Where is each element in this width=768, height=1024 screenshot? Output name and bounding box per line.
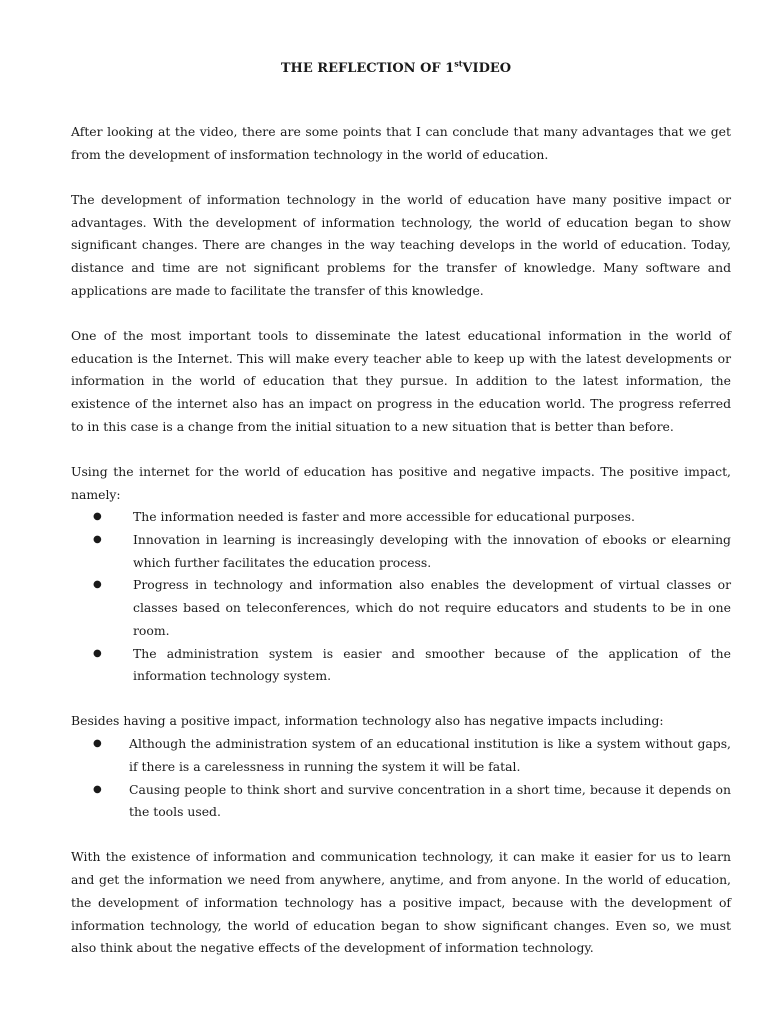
bullet-icon: ●: [93, 534, 102, 546]
list-item: [71, 529, 731, 574]
list-item: [71, 779, 731, 824]
bullet-icon: ●: [93, 511, 102, 523]
title-superscript: st: [454, 58, 463, 69]
paragraph-internet: One of the most important tools to disseminate the latest educational information in the world of education is the Internet. This will make every teacher able to keep up with the latest developments or information in the world of education that they pursue. In addition to the latest information, the existence of the internet also has an impact on progress in the education world. The progress referred to in this case is a change from the initial situation to a new situation that is better than before.: [71, 327, 731, 434]
document-title: [0, 58, 768, 80]
bullet-icon: ●: [93, 738, 102, 750]
negative-impact-list: [71, 733, 731, 824]
list-item-text: Progress in technology and information also enables the development of virtual classes or classes based on teleconferences, which do not require educators and students to be in one room.: [133, 577, 731, 638]
paragraph-intro: After looking at the video, there are some points that I can conclude that many advantages that we get from the development of insformation technology in the world of education.: [71, 124, 731, 162]
paragraph-development: The development of information technology in the world of education have many positive impact or advantages. With the development of information technology, the world of education began to show significant changes. There are changes in the way teaching develops in the world of education. Today, distance and time are not significant problems for the transfer of knowledge. Many software and applications are made to facilitate the transfer of this knowledge.: [71, 191, 731, 298]
bullet-icon: ●: [93, 783, 102, 795]
title-suffix: VIDEO: [462, 61, 512, 76]
list-item: [71, 506, 731, 529]
list-item-text: Although the administration system of an educational institution is like a system without gaps, if there is a carelessness in running the system it will be fatal.: [129, 736, 731, 774]
list-item-text: Causing people to think short and survive concentration in a short time, because it depends on the tools used.: [129, 781, 731, 820]
list-item-text: The information needed is faster and more accessible for educational purposes.: [133, 509, 635, 525]
document-body: [71, 121, 731, 983]
title-prefix: THE REFLECTION OF 1: [280, 61, 455, 76]
paragraph-conclusion: With the existence of information and communication technology, it can make it easier for us to learn and get the information we need from anywhere, anytime, and from anyone. In the world of education, the development of information technology has a positive impact, because with the development of information technology, the world of education began to show significant changes. Even so, we must also think about the negative effects of the development of information technology.: [71, 849, 731, 956]
list-item: [71, 643, 731, 688]
negative-impact-intro: Besides having a positive impact, information technology also has negative impacts including:: [71, 713, 664, 729]
list-item-text: The administration system is easier and smoother because of the application of the information technology system.: [133, 645, 731, 684]
list-item: [71, 733, 731, 778]
bullet-icon: ●: [93, 579, 102, 591]
bullet-icon: ●: [93, 647, 102, 659]
positive-impact-intro: Using the internet for the world of education has positive and negative impacts. The positive impact, namely:: [71, 463, 731, 502]
positive-impact-list: [71, 506, 731, 688]
list-item: [71, 574, 731, 642]
list-item-text: Innovation in learning is increasingly developing with the innovation of ebooks or elearning which further facilitates the education process.: [133, 532, 731, 570]
